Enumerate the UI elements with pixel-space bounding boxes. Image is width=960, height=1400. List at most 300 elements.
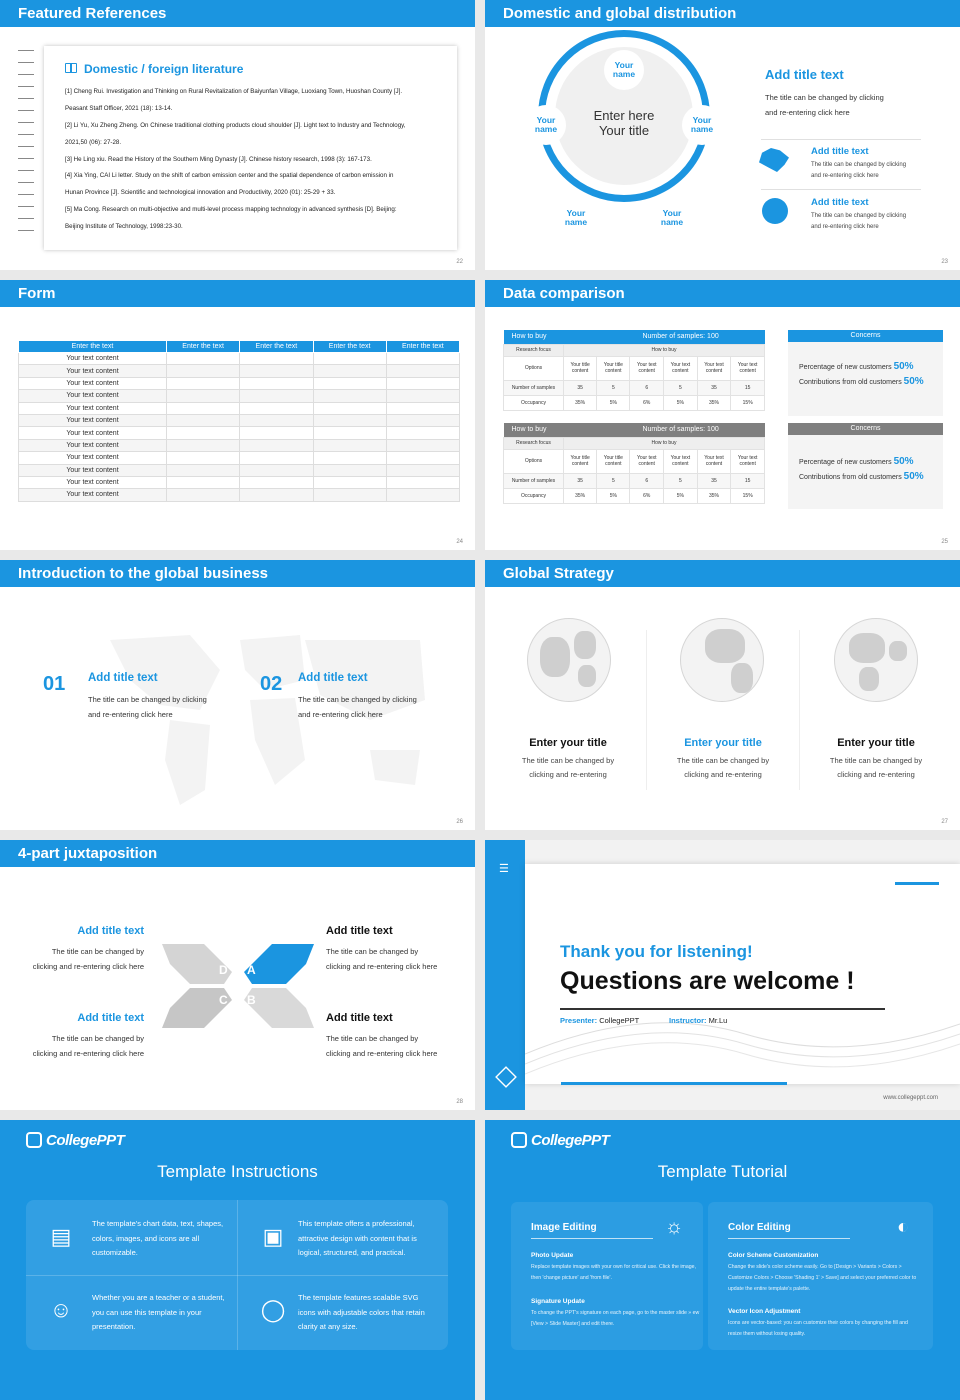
row-label: Occupancy (504, 488, 564, 503)
table-cell[interactable]: Your text content (19, 489, 167, 501)
table-cell[interactable] (240, 377, 313, 389)
divider (237, 1200, 238, 1350)
item-desc (493, 754, 643, 782)
slide-tutorial[interactable] (485, 1120, 960, 1400)
table-cell[interactable] (313, 402, 386, 414)
book-icon (65, 63, 77, 73)
table-cell[interactable]: Your text content (19, 353, 167, 365)
table-cell: 5 (597, 380, 630, 395)
reference-line: [4] Xia Ying, CAI Li letter. Study on the shift of carbon emission center and the spatial dependence of carbon emission in (65, 172, 394, 179)
table-header-row (504, 330, 765, 344)
column-header: Enter the text (386, 341, 459, 353)
divider (761, 139, 921, 140)
item-title: Enter your title (529, 737, 607, 749)
table-cell: 15 (731, 473, 765, 488)
cell-line: Your text (636, 362, 657, 368)
table-row (504, 344, 765, 356)
desc-line: and re-entering click here (298, 710, 383, 719)
cycle-node[interactable] (604, 50, 644, 90)
old-customers-label: Contributions from old customers (799, 379, 902, 386)
column-header: Enter the text (19, 341, 167, 353)
table-cell[interactable] (386, 353, 459, 365)
section-title: Signature Update (531, 1298, 585, 1305)
reference-line: Beijing Institute of Technology, 1998:23-30. (65, 223, 183, 230)
cycle-node[interactable] (526, 105, 566, 145)
globe-image (834, 618, 918, 702)
desc-line: The title can be changed by (326, 947, 419, 956)
table-cell[interactable] (386, 390, 459, 402)
reference-line: 2021,50 (06): 27-28. (65, 139, 122, 146)
table-cell[interactable] (240, 414, 313, 426)
table-cell: 35% (697, 488, 731, 503)
table-cell: 5% (597, 488, 630, 503)
table-cell[interactable] (240, 353, 313, 365)
cell-line: Your title (603, 362, 623, 368)
slide-title: Featured References (0, 0, 475, 27)
table-cell (697, 449, 731, 473)
table-cell[interactable] (386, 439, 459, 451)
center-text (555, 108, 693, 138)
new-customers-value: 50% (893, 361, 914, 372)
concern-lines (799, 455, 924, 485)
reference-line: [1] Cheng Rui. Investigation and Thinking on Rural Revitalization of Baiyunfan Village, Luoxiang Town, Huoshan County [J]. (65, 88, 403, 95)
palette-icon: ◐ (896, 1216, 910, 1238)
main-title: Add title text (765, 67, 844, 82)
desc-line: clicking and re-entering click here (32, 962, 144, 971)
table-row (19, 439, 460, 451)
section-text: Change the slide's color scheme easily. Go to [Design > Variants > Colors > Customize Colors > Choose 'Shading 1' > Save] and select your preferred color to update the entire template's palette. (728, 1264, 917, 1292)
table-cell: 6 (630, 473, 664, 488)
divider (560, 1008, 885, 1010)
table-cell[interactable] (167, 390, 240, 402)
cycle-node[interactable] (556, 198, 596, 238)
slide-title: Form (0, 280, 475, 307)
table-row (19, 353, 460, 365)
item-desc (326, 1031, 437, 1061)
divider (761, 189, 921, 190)
slide-form[interactable] (0, 280, 475, 550)
table-cell[interactable] (386, 464, 459, 476)
row-label: Number of samples (504, 380, 564, 395)
node-label: name (612, 69, 636, 79)
website-url[interactable]: www.collegeppt.com (883, 1095, 938, 1101)
old-customers-label: Contributions from old customers (799, 474, 902, 481)
divider (531, 1238, 653, 1239)
table-cell[interactable]: Your text content (19, 365, 167, 377)
table-row (504, 473, 765, 488)
table-cell[interactable] (167, 476, 240, 488)
table-cell (564, 449, 597, 473)
table-row (19, 489, 460, 501)
row-label: Research focus (504, 344, 564, 356)
header-cell: How to buy (504, 423, 597, 437)
item-title: Add title text (811, 146, 869, 157)
table-cell[interactable]: Your text content (19, 476, 167, 488)
table-cell[interactable] (313, 439, 386, 451)
column-header: Enter the text (313, 341, 386, 353)
desc-line: The title can be changed by clicking (811, 213, 907, 219)
table-cell: 5 (664, 473, 698, 488)
section-title: Vector Icon Adjustment (728, 1308, 801, 1315)
cycle-node[interactable] (652, 198, 692, 238)
cell-line: content (605, 461, 622, 467)
table-cell[interactable] (167, 464, 240, 476)
row-label: Number of samples (504, 473, 564, 488)
item-title: Add title text (326, 1012, 393, 1024)
document-icon: ▤ (50, 1224, 72, 1249)
table-cell[interactable] (313, 390, 386, 402)
item-number: 01 (43, 673, 66, 695)
slide-juxtaposition[interactable] (0, 840, 475, 1110)
item-number: 02 (260, 673, 283, 695)
page-number: 23 (941, 259, 948, 265)
center-line-2: Your title (598, 123, 650, 138)
comparison-table-grey (503, 423, 765, 504)
column-header: Enter the text (240, 341, 313, 353)
page-number: 27 (941, 819, 948, 825)
table-row (19, 365, 460, 377)
cell-line: Your title (570, 362, 590, 368)
logo-text: CollegePPT (531, 1132, 610, 1149)
table-cell (630, 356, 664, 380)
main-desc (765, 90, 884, 120)
table-cell[interactable] (313, 489, 386, 501)
table-cell[interactable] (240, 476, 313, 488)
table-cell[interactable] (167, 452, 240, 464)
row-label: Research focus (504, 437, 564, 449)
concern-lines (799, 360, 924, 390)
table-cell[interactable] (386, 476, 459, 488)
table-cell[interactable]: Your text content (19, 427, 167, 439)
cell-line: content (638, 461, 655, 467)
table-row (19, 390, 460, 402)
table-cell[interactable] (313, 464, 386, 476)
table-cell: 5 (664, 380, 698, 395)
table-cell: 35% (697, 395, 731, 410)
cell-line: content (705, 461, 723, 467)
cell-line: content (739, 461, 756, 467)
logo-icon (26, 1132, 42, 1148)
cell-line: content (605, 368, 622, 374)
instruction-text: This template offers a professional, attractive design with content that is logical, structured, and practical. (298, 1219, 417, 1257)
table-cell: 35 (697, 380, 731, 395)
table-cell[interactable] (386, 377, 459, 389)
cell-line: Your text (636, 455, 657, 461)
table-row (504, 356, 765, 380)
table-cell[interactable] (167, 365, 240, 377)
item-title: Add title text (77, 1012, 144, 1024)
table-cell[interactable] (313, 452, 386, 464)
table-cell[interactable] (386, 489, 459, 501)
item-desc (88, 692, 207, 722)
table-cell: 15% (731, 395, 765, 410)
table-cell[interactable] (167, 439, 240, 451)
table-row (504, 449, 765, 473)
globe-image (527, 618, 611, 702)
item-title: Add title text (88, 672, 158, 684)
table-cell[interactable] (240, 427, 313, 439)
table-cell: How to buy (564, 437, 765, 449)
cell-line: Your text (670, 455, 691, 461)
table-cell[interactable] (167, 377, 240, 389)
table-cell: 6 (630, 380, 664, 395)
header-cell: How to buy (504, 330, 597, 344)
form-table[interactable] (18, 340, 460, 502)
table-cell[interactable] (240, 390, 313, 402)
table-cell[interactable]: Your text content (19, 452, 167, 464)
node-label: name (690, 124, 714, 134)
tutorial-card-image (511, 1202, 703, 1350)
cell-line: Your text (704, 362, 724, 368)
table-cell[interactable] (240, 365, 313, 377)
table-header-row (504, 423, 765, 437)
node-label: Your (662, 208, 682, 218)
table-cell[interactable]: Your text content (19, 377, 167, 389)
item-title: Add title text (811, 197, 869, 208)
table-cell (731, 356, 765, 380)
item-desc (326, 944, 437, 974)
table-cell[interactable] (167, 414, 240, 426)
table-cell[interactable]: Your text content (19, 402, 167, 414)
node-label: name (534, 124, 558, 134)
table-cell: 5% (597, 395, 630, 410)
instruction-text: Whether you are a teacher or a student, you can use this template in your presentation. (92, 1293, 225, 1331)
slide-global-business[interactable] (0, 560, 475, 830)
item-desc (8, 944, 144, 974)
accent-bar (561, 1082, 787, 1085)
concerns-header: Concerns (788, 330, 943, 342)
table-cell[interactable] (313, 414, 386, 426)
desc-line: The title can be changed by (829, 756, 923, 765)
table-cell[interactable]: Your text content (19, 439, 167, 451)
logo-text: CollegePPT (46, 1132, 125, 1149)
table-cell: 15% (731, 488, 765, 503)
section-text: Icons are vector-based: you can customize their colors by changing the fill and resize them without losing quality. (728, 1320, 908, 1337)
instructor (669, 1016, 727, 1025)
lightbulb-icon: ☼ (664, 1216, 684, 1238)
table-cell[interactable] (313, 365, 386, 377)
item-desc (801, 754, 951, 782)
reference-line: [2] Li Yu, Xu Zheng Zheng. On Chinese traditional clothing products cloud shoulder [J]. Light text to Industry and Technology, (65, 122, 406, 129)
table-row (19, 452, 460, 464)
instruction-text: The template features scalable SVG icons with adjustable colors that retain clarity at any size. (298, 1293, 425, 1331)
item-desc (8, 1031, 144, 1061)
node-label: name (564, 217, 588, 227)
table-cell: 15 (731, 380, 765, 395)
slide-references[interactable] (0, 0, 475, 270)
row-label: Options (504, 449, 564, 473)
instructions-panel (26, 1200, 448, 1350)
table-cell: 35% (564, 395, 597, 410)
new-customers-label: Percentage of new customers (799, 364, 892, 371)
desc-line: The title can be changed by clicking (765, 93, 884, 102)
menu-icon[interactable]: ☰ (499, 863, 509, 875)
four-part-arrow-graphic (162, 944, 314, 1028)
slide-title: Template Instructions (157, 1162, 318, 1181)
slide-title: Introduction to the global business (0, 560, 475, 587)
section-title: Photo Update (531, 1252, 574, 1259)
page-number: 22 (456, 259, 463, 265)
new-customers-label: Percentage of new customers (799, 459, 892, 466)
table-row (19, 377, 460, 389)
row-label: Options (504, 356, 564, 380)
cell-line: Your text (737, 362, 758, 368)
table-cell[interactable] (240, 489, 313, 501)
table-cell[interactable] (167, 353, 240, 365)
thanks-line: Thank you for listening! (560, 942, 753, 961)
item-desc (298, 692, 417, 722)
desc-line: clicking and re-entering click here (326, 1049, 438, 1058)
table-cell[interactable] (386, 402, 459, 414)
desc-line: clicking and re-entering (684, 770, 762, 779)
page-number: 24 (456, 539, 463, 545)
concerns-panel (788, 330, 943, 416)
table-cell[interactable] (386, 452, 459, 464)
item-desc (811, 160, 906, 182)
table-cell[interactable] (167, 489, 240, 501)
cell-line: content (571, 461, 589, 467)
reference-line: Hunan Province [J]. Scientific and technological innovation and Productivity, 2020 (01): 25-29 + 33. (65, 189, 336, 196)
slide-distribution[interactable] (485, 0, 960, 270)
item-title: Enter your title (684, 737, 762, 749)
notebook-spiral (18, 50, 36, 246)
old-customers-value: 50% (903, 376, 924, 387)
slide-title: Global Strategy (485, 560, 960, 587)
table-row (19, 476, 460, 488)
user-icon: ☺ (49, 1297, 73, 1322)
divider (646, 630, 647, 790)
slide-thank-you[interactable] (485, 840, 960, 1110)
divider (728, 1238, 850, 1239)
item-title: Add title text (326, 925, 393, 937)
table-cell[interactable] (167, 402, 240, 414)
desc-line: and re-entering click here (88, 710, 173, 719)
quadrant-letter: D (219, 963, 228, 977)
section-text: To change the PPT's signature on each page, go to the master slide » ew [View > Slide Master] and edit there. (531, 1310, 700, 1327)
table-cell[interactable] (313, 476, 386, 488)
header-cell: Number of samples: 100 (597, 330, 765, 344)
table-cell[interactable] (313, 427, 386, 439)
slide-data-comparison[interactable] (485, 280, 960, 550)
presenter (560, 1016, 639, 1025)
globe-image (680, 618, 764, 702)
slide-title: 4-part juxtaposition (0, 840, 475, 867)
comparison-table-blue (503, 330, 765, 411)
reference-line: [5] Ma Cong. Research on multi-objective and multi-level process mapping technology in advanced synthesis [D]. Beijing: (65, 206, 397, 213)
table-cell[interactable] (386, 427, 459, 439)
quadrant-letter: B (247, 993, 256, 1007)
desc-line: clicking and re-entering (529, 770, 607, 779)
table-cell[interactable] (313, 377, 386, 389)
column-header: Enter the text (167, 341, 240, 353)
table-cell[interactable] (386, 365, 459, 377)
header-cell: Number of samples: 100 (597, 423, 765, 437)
instructor-name: Mr.Lu (708, 1016, 728, 1025)
concerns-header: Concerns (788, 423, 943, 435)
desc-line: and re-entering click here (811, 224, 879, 230)
table-cell: 35% (564, 488, 597, 503)
table-row (19, 464, 460, 476)
table-row (19, 402, 460, 414)
desc-line: The title can be changed by clicking (88, 695, 207, 704)
section-text: Replace template images with your own for critical use. Click the image, then 'change picture' and 'from file'. (531, 1264, 696, 1281)
table-cell: 5 (597, 473, 630, 488)
table-row (19, 414, 460, 426)
thank-you-card (525, 864, 960, 1084)
table-cell[interactable] (240, 464, 313, 476)
reference-card (44, 46, 457, 250)
cell-line: content (672, 461, 689, 467)
table-cell[interactable]: Your text content (19, 414, 167, 426)
concerns-panel (788, 423, 943, 509)
old-customers-value: 50% (903, 471, 924, 482)
card-title: Image Editing (531, 1222, 597, 1233)
new-customers-value: 50% (893, 456, 914, 467)
table-cell: 6% (630, 488, 664, 503)
slide-title: Template Tutorial (657, 1162, 788, 1181)
table-cell[interactable] (386, 414, 459, 426)
card-title: Color Editing (728, 1222, 791, 1233)
table-cell[interactable] (240, 439, 313, 451)
logo-icon (511, 1132, 527, 1148)
box-icon: ▣ (262, 1224, 284, 1249)
item-title: Add title text (298, 672, 368, 684)
table-cell (697, 356, 731, 380)
desc-line: and re-entering click here (765, 108, 850, 117)
questions-line: Questions are welcome ! (560, 967, 855, 995)
node-label: Your (536, 115, 556, 125)
table-cell[interactable] (167, 427, 240, 439)
slide-global-strategy[interactable] (485, 560, 960, 830)
china-map-icon (759, 148, 789, 172)
brand-logo (511, 1132, 609, 1149)
divider (799, 630, 800, 790)
quadrant-letter: A (247, 963, 256, 977)
cell-line: Your text (670, 362, 691, 368)
desc-line: clicking and re-entering click here (326, 962, 438, 971)
slide-title: Data comparison (485, 280, 960, 307)
presenter-name: CollegePPT (599, 1016, 640, 1025)
cell-line: content (571, 368, 589, 374)
node-label: name (660, 217, 684, 227)
table-row (504, 437, 765, 449)
table-cell (664, 449, 698, 473)
table-cell[interactable] (240, 452, 313, 464)
table-cell: 35 (564, 380, 597, 395)
table-cell (630, 449, 664, 473)
item-title: Add title text (77, 925, 144, 937)
globe-icon (762, 198, 788, 224)
table-cell (597, 356, 630, 380)
cycle-node[interactable] (682, 105, 722, 145)
page-number: 28 (456, 1099, 463, 1105)
slide-instructions[interactable] (0, 1120, 475, 1400)
quadrant-letter: C (219, 993, 228, 1007)
card-title: Domestic / foreign literature (84, 62, 244, 76)
desc-line: The title can be changed by (521, 756, 615, 765)
table-cell[interactable]: Your text content (19, 390, 167, 402)
table-cell[interactable]: Your text content (19, 464, 167, 476)
brand-logo (26, 1132, 124, 1149)
desc-line: The title can be changed by clicking (298, 695, 417, 704)
table-cell (564, 356, 597, 380)
table-cell[interactable] (313, 353, 386, 365)
table-cell (731, 449, 765, 473)
logo-mark (895, 882, 939, 890)
item-desc (648, 754, 798, 782)
table-cell (664, 356, 698, 380)
table-cell[interactable] (240, 402, 313, 414)
